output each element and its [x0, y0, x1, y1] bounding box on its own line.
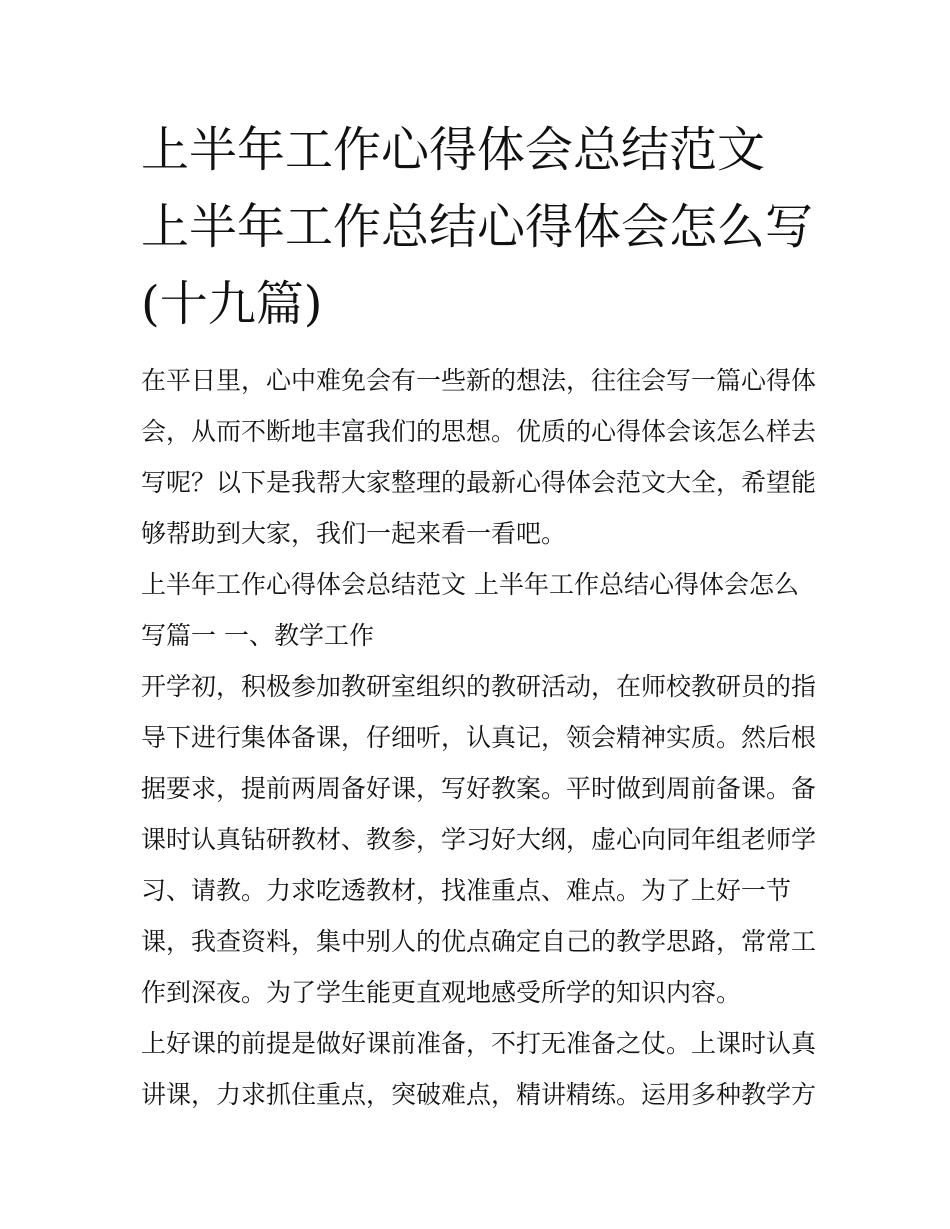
document-title: 上半年工作心得体会总结范文 上半年工作总结心得体会怎么写(十九篇): [141, 122, 814, 332]
body-paragraph: 开学初，积极参加教研室组织的教研活动，在师校教研员的指导下进行集体备课，仔细听，认真记，领会精神实质。然后根据要求，提前两周备好课，写好教案。平时做到周前备课。备课时认真钻研教材、教参，学习好大纲，虚心向同年组老师学习、请教。力求吃透教材，找准重点、难点。为了上好一节课，我查资料，集中别人的优点确定自己的教学思路，常常工作到深夜。为了学生能更直观地感受所学的知识内容。: [141, 672, 817, 1007]
body-paragraph: 上好课的前提是做好课前准备，不打无准备之仗。上课时认真讲课，力求抓住重点，突破难点，精讲精练。运用多种教学方: [141, 1029, 817, 1109]
document-body: [141, 112, 816, 1120]
section-heading-paragraph: 上半年工作心得体会总结范文 上半年工作总结心得体会怎么写篇一 一、教学工作: [141, 570, 799, 650]
intro-paragraph: 在平日里，心中难免会有一些新的想法，往往会写一篇心得体会，从而不断地丰富我们的思想。优质的心得体会该怎么样去写呢？以下是我帮大家整理的最新心得体会范文大全，希望能够帮助到大家，我们一起来看一看吧。: [141, 366, 817, 548]
